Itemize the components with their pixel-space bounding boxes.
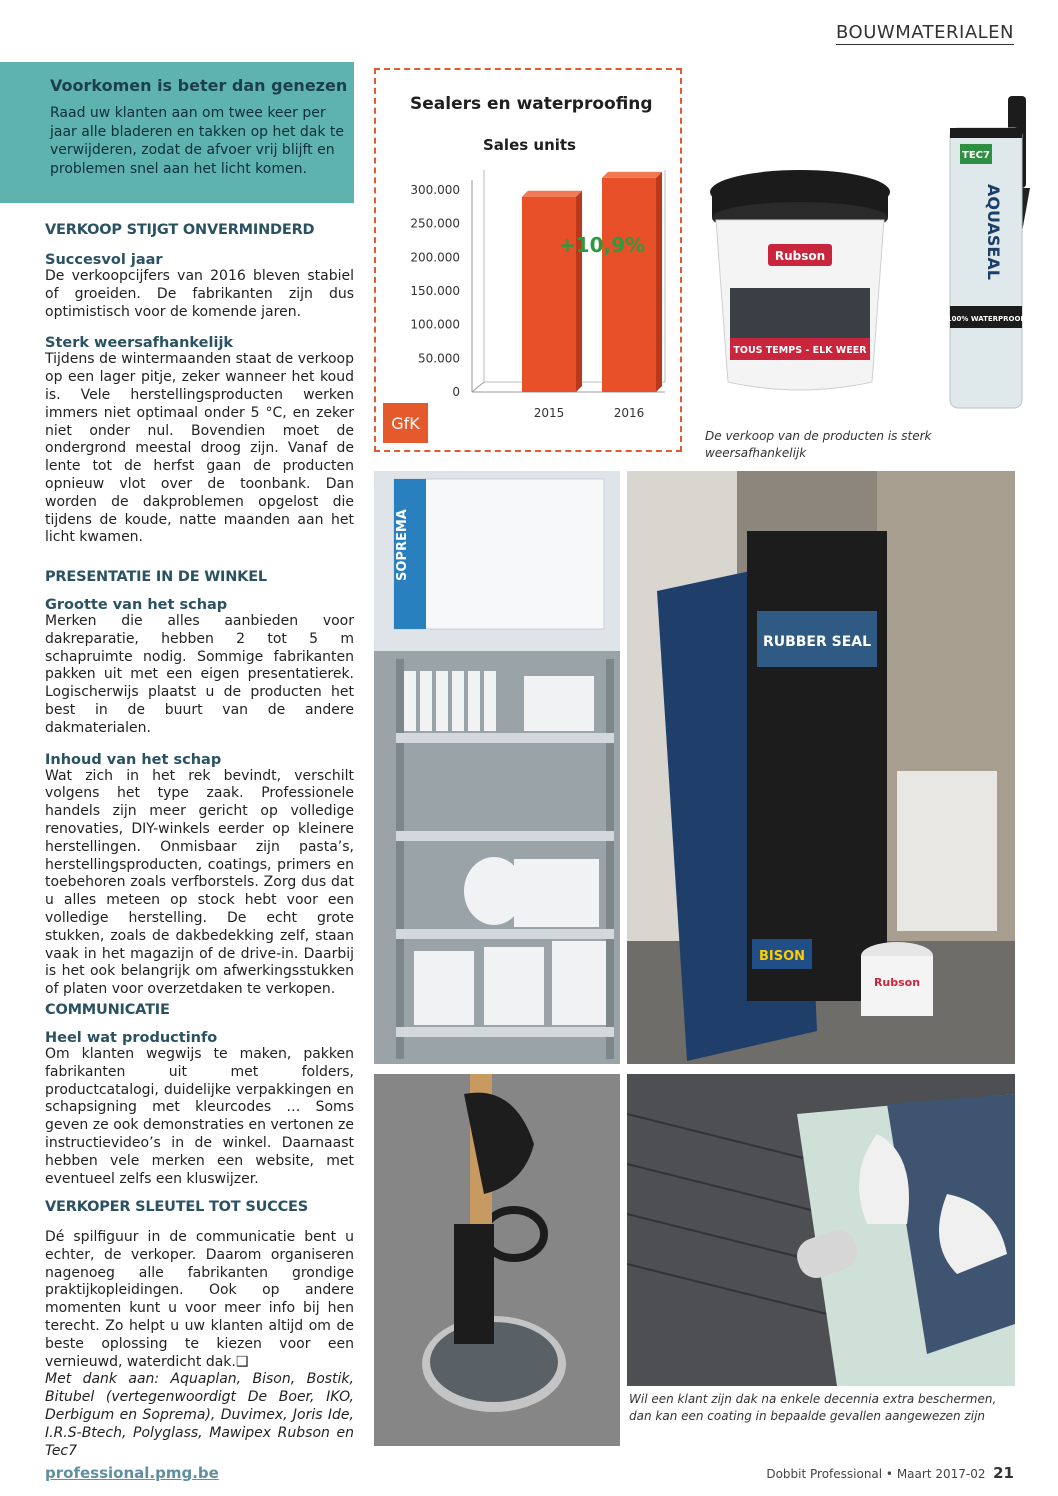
y-tick-label: 50.000 (418, 351, 460, 366)
products-caption: De verkoop van de producten is sterk weersafhankelijk (705, 429, 932, 460)
roof-coating-photo (627, 1074, 1015, 1386)
callout-title: Voorkomen is beter dan genezen (50, 76, 348, 95)
subheading: Grootte van het schap (45, 597, 228, 613)
footer-issue (766, 1464, 1014, 1482)
axis-depth (472, 382, 484, 392)
chart-subtitle: Sales units (483, 136, 576, 154)
tub-label: TOUS TEMPS - ELK WEER (733, 345, 867, 356)
section-heading: VERKOPER SLEUTEL TOT SUCCES (45, 1199, 308, 1215)
section-heading: PRESENTATIE IN DE WINKEL (45, 569, 267, 585)
y-tick-label: 0 (452, 385, 460, 399)
subheading: Sterk weersafhankelijk (45, 335, 234, 352)
paragraph: Om klanten wegwijs te maken, pakken fabrikanten uit met folders, productcatalogi, duidelijke verpakkingen en schapsigning met kleurcodes … Soms geven ze ook demonstraties en vertonen ze instructievideo’s in de winkel. Daarnaast hebben vele merken een website, met eventueel zelfs een kluswijzer. (45, 1046, 354, 1187)
x-tick-label: 2016 (613, 406, 645, 420)
callout-text: Raad uw klanten aan om twee keer per jaar alle bladeren en takken op het dak te verwijderen, zodat de afvoer vrij blijft en problemen snel aan het licht komen. (50, 105, 345, 177)
paragraph: Wat zich in het rek bevindt, verschilt volgens het type zaak. Professionele handels zijn meer gericht op volledige renovaties, DIY-winkels eerder op kleinere herstellingen. Onmisbaar zijn pasta’s, herstellingsproducten, coatings, primers en toebehoren zoals verfborstels. Zorg dus dat u alles meteen op stock hebt voor een volledige herstelling. De echt grote stukken, zoals de dakbedekking zelf, staan vaak in het magazijn of de drive-in. Daarbij is het ook belangrijk om afwerkingsstukken of platen voor overzetdaken te verkopen. (45, 767, 354, 998)
footer-website-link[interactable]: professional.pmg.be (45, 1464, 219, 1482)
shelf-photo (374, 471, 620, 1064)
article-section-4 (45, 1199, 354, 1460)
rubson-tub-image (700, 160, 900, 400)
paint-can-photo (374, 1074, 620, 1446)
thanks-paragraph: Met dank aan: Aquaplan, Bison, Bostik, Bitubel (vertegenwoordigt De Boer, IKO, Derbigum en Soprema), Duvimex, Joris Ide, I.R.S-Btech, Polyglass, Mawipex Rubson en Tec7 (45, 1371, 354, 1459)
y-tick-label: 300.000 (410, 183, 460, 197)
y-tick-label: 150.000 (410, 284, 460, 298)
display-photo (627, 471, 1015, 1064)
section-label: BOUWMATERIALEN (836, 22, 1014, 43)
tube-tag: 100% WATERPROOF (946, 315, 1026, 323)
bar-side (576, 191, 582, 392)
paragraph: De verkoopcijfers van 2016 bleven stabiel of groeiden. De fabrikanten zijn dus optimistisch voor de komende jaren. (45, 268, 354, 320)
subheading: Inhoud van het schap (45, 751, 222, 768)
gfk-logo: GfK (383, 403, 428, 443)
tube-brand: TEC7 (962, 150, 990, 161)
end-mark: ❑ (235, 1353, 249, 1370)
y-tick-label: 200.000 (410, 250, 460, 265)
bar (522, 197, 576, 392)
article-section-1 (45, 222, 354, 547)
bar-top (522, 191, 582, 197)
growth-annotation: +10,9% (558, 233, 646, 257)
section-heading: COMMUNICATIE (45, 1002, 170, 1018)
page-number: 21 (993, 1464, 1014, 1482)
tub-brand: Rubson (774, 249, 826, 263)
paragraph (45, 1229, 354, 1371)
x-tick-label: 2015 (533, 406, 565, 420)
bucket-brand: Rubson (873, 976, 921, 989)
subheading: Heel wat productinfo (45, 1030, 218, 1046)
section-heading: VERKOOP STIJGT ONVERMINDERD (45, 222, 315, 238)
paragraph: Tijdens de wintermaanden staat de verkoop op een lager pitje, zeker wanneer het koud is. Vele herstellingsproducten werken immers niet optimaal onder 5 °C, en zeker niet onder nul. Bovendien moet de ondergrond meestal droog zijn. Vanaf de lente tot de herfst gaan de producten opnieuw vlot over de toonbank. Dan worden de dakproblemen opgelost die tijdens de koude, natte maanden aan het licht kwamen. (45, 351, 354, 546)
article-section-2 (45, 569, 354, 999)
subheading: Succesvol jaar (45, 252, 163, 268)
roof-caption: Wil een klant zijn dak na enkele decennia extra beschermen, dan kan een coating in bepaalde gevallen aangewezen zijn (629, 1392, 997, 1423)
tec7-tube-image (930, 92, 1056, 414)
display-product: RUBBER SEAL (762, 634, 872, 650)
sales-chart (380, 160, 676, 430)
bar-top (602, 172, 662, 178)
shelf-brand: SOPREMA (395, 509, 410, 581)
display-brand: BISON (758, 949, 806, 964)
tube-name: AQUASEAL (984, 184, 1003, 280)
y-tick-label: 250.000 (410, 216, 460, 231)
issue-text: Dobbit Professional • Maart 2017-02 (766, 1467, 986, 1481)
paragraph: Merken die alles aanbieden voor dakreparatie, hebben 2 tot 5 m schapruimte nodig. Sommige fabrikanten pakken uit met een eigen presentatierek. Logischerwijs plaatst u de producten het best in de buurt van de andere dakmaterialen. (45, 613, 354, 736)
y-tick-label: 100.000 (410, 317, 460, 332)
article-section-3 (45, 1002, 354, 1188)
bar (602, 178, 656, 392)
paragraph-text: Dé spilfiguur in de communicatie bent u echter, de verkoper. Daarom organiseren nagenoeg alle fabrikanten grondige praktijkopleidingen. Ook op andere momenten kunt u voor meer info bij hen terecht. Zo helpt u uw klanten altijd om de beste oplossing te kiezen voor een vernieuwd, waterdicht dak. (45, 1229, 354, 1370)
chart-title: Sealers en waterproofing (410, 94, 653, 114)
bar-side (656, 172, 662, 392)
